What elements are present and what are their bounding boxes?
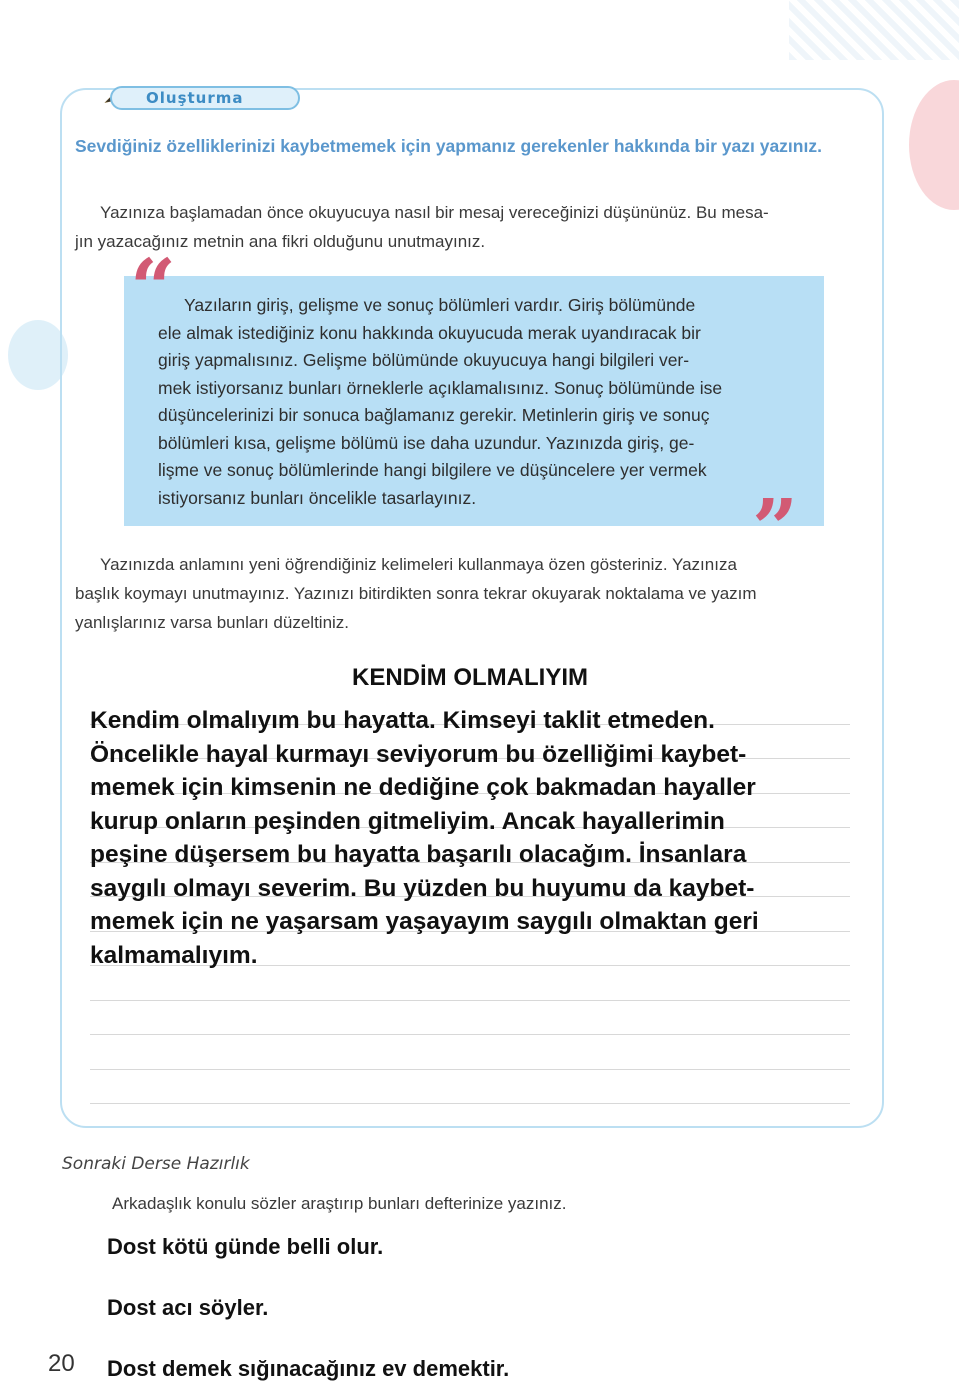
page-number: 20 xyxy=(48,1350,75,1377)
tips-line: başlık koymayı unutmayınız. Yazınızı bitirdikten sonra tekrar okuyarak noktalama ve yazım xyxy=(75,584,757,603)
friendship-quote: Dost acı söyler. xyxy=(107,1295,269,1320)
essay-line: memek için ne yaşarsam yaşayayım saygılı olmaktan geri xyxy=(90,908,759,935)
guidance-line: istiyorsanız bunları öncelikle tasarlayınız. xyxy=(158,487,477,508)
essay-line: memek için kimsenin ne dediğine çok bakmadan hayaller xyxy=(90,774,756,801)
guidance-text xyxy=(158,292,808,512)
open-quote-icon: “ xyxy=(130,241,177,335)
essay-line: Öncelikle hayal kurmayı seviyorum bu özelliğimi kaybet- xyxy=(90,740,747,768)
friendship-quote: Dost kötü günde belli olur. xyxy=(107,1234,384,1259)
tips-line: yanlışlarınız varsa bunları düzeltiniz. xyxy=(75,613,350,632)
guidance-line: giriş yapmalısınız. Gelişme bölümünde okuyucuya hangi bilgileri ver- xyxy=(158,350,690,370)
corner-pattern xyxy=(789,0,959,60)
task-instruction: Sevdiğiniz özelliklerinizi kaybetmemek için yapmanız gerekenler hakkında bir yazı yazınız. xyxy=(75,136,822,156)
essay-line: kalmamalıyım. xyxy=(90,941,258,969)
close-quote-icon: ” xyxy=(752,481,799,575)
essay-line: saygılı olmayı severim. Bu yüzden bu huyumu da kaybet- xyxy=(90,874,755,902)
pink-decoration xyxy=(909,80,959,210)
intro-line: Yazınıza başlamadan önce okuyucuya nasıl bir mesaj vereceğinizi düşününüz. Bu mesa- xyxy=(100,203,769,222)
essay-title: KENDİM OLMALIYIM xyxy=(352,664,588,691)
essay-line: kurup onların peşinden gitmeliyim. Ancak hayallerimin xyxy=(90,807,725,835)
preparation-label: Sonraki Derse Hazırlık xyxy=(62,1154,250,1174)
essay-line: peşine düşersem bu hayatta başarılı olacağım. İnsanlara xyxy=(90,841,747,868)
friendship-quote: Dost demek sığınacağınız ev demektir. xyxy=(107,1356,510,1381)
guidance-line: lişme ve sonuç bölümlerinde hangi bilgilere ve düşüncelere yer vermek xyxy=(158,460,707,480)
guidance-line: mek istiyorsanız bunları örneklerle açıklamalısınız. Sonuç bölümünde ise xyxy=(158,377,723,398)
guidance-line: bölümleri kısa, gelişme bölümü ise daha uzundur. Yazınızda giriş, ge- xyxy=(158,432,695,453)
tips-line: Yazınızda anlamını yeni öğrendiğiniz kelimeleri kullanmaya özen gösteriniz. Yazınıza xyxy=(100,555,737,574)
intro-paragraph xyxy=(75,198,880,256)
guidance-line: düşüncelerinizi bir sonuca bağlamanız gerekir. Metinlerin giriş ve sonuç xyxy=(158,405,710,425)
guidance-line: ele almak istediğiniz konu hakkında okuyucuda merak uyandıracak bir xyxy=(158,322,701,343)
tips-paragraph xyxy=(75,550,880,637)
guidance-line: Yazıların giriş, gelişme ve sonuç bölümleri vardır. Giriş bölümünde xyxy=(184,295,696,315)
activity-title: Oluşturma xyxy=(110,86,300,110)
essay-body xyxy=(90,704,860,972)
essay-line: Kendim olmalıyım bu hayatta. Kimseyi taklit etmeden. xyxy=(90,707,715,734)
intro-line: jın yazacağınız metnin ana fikri olduğunu unutmayınız. xyxy=(75,232,486,251)
preparation-instruction: Arkadaşlık konulu sözler araştırıp bunları defterinize yazınız. xyxy=(112,1194,567,1213)
blue-decoration xyxy=(8,320,68,390)
